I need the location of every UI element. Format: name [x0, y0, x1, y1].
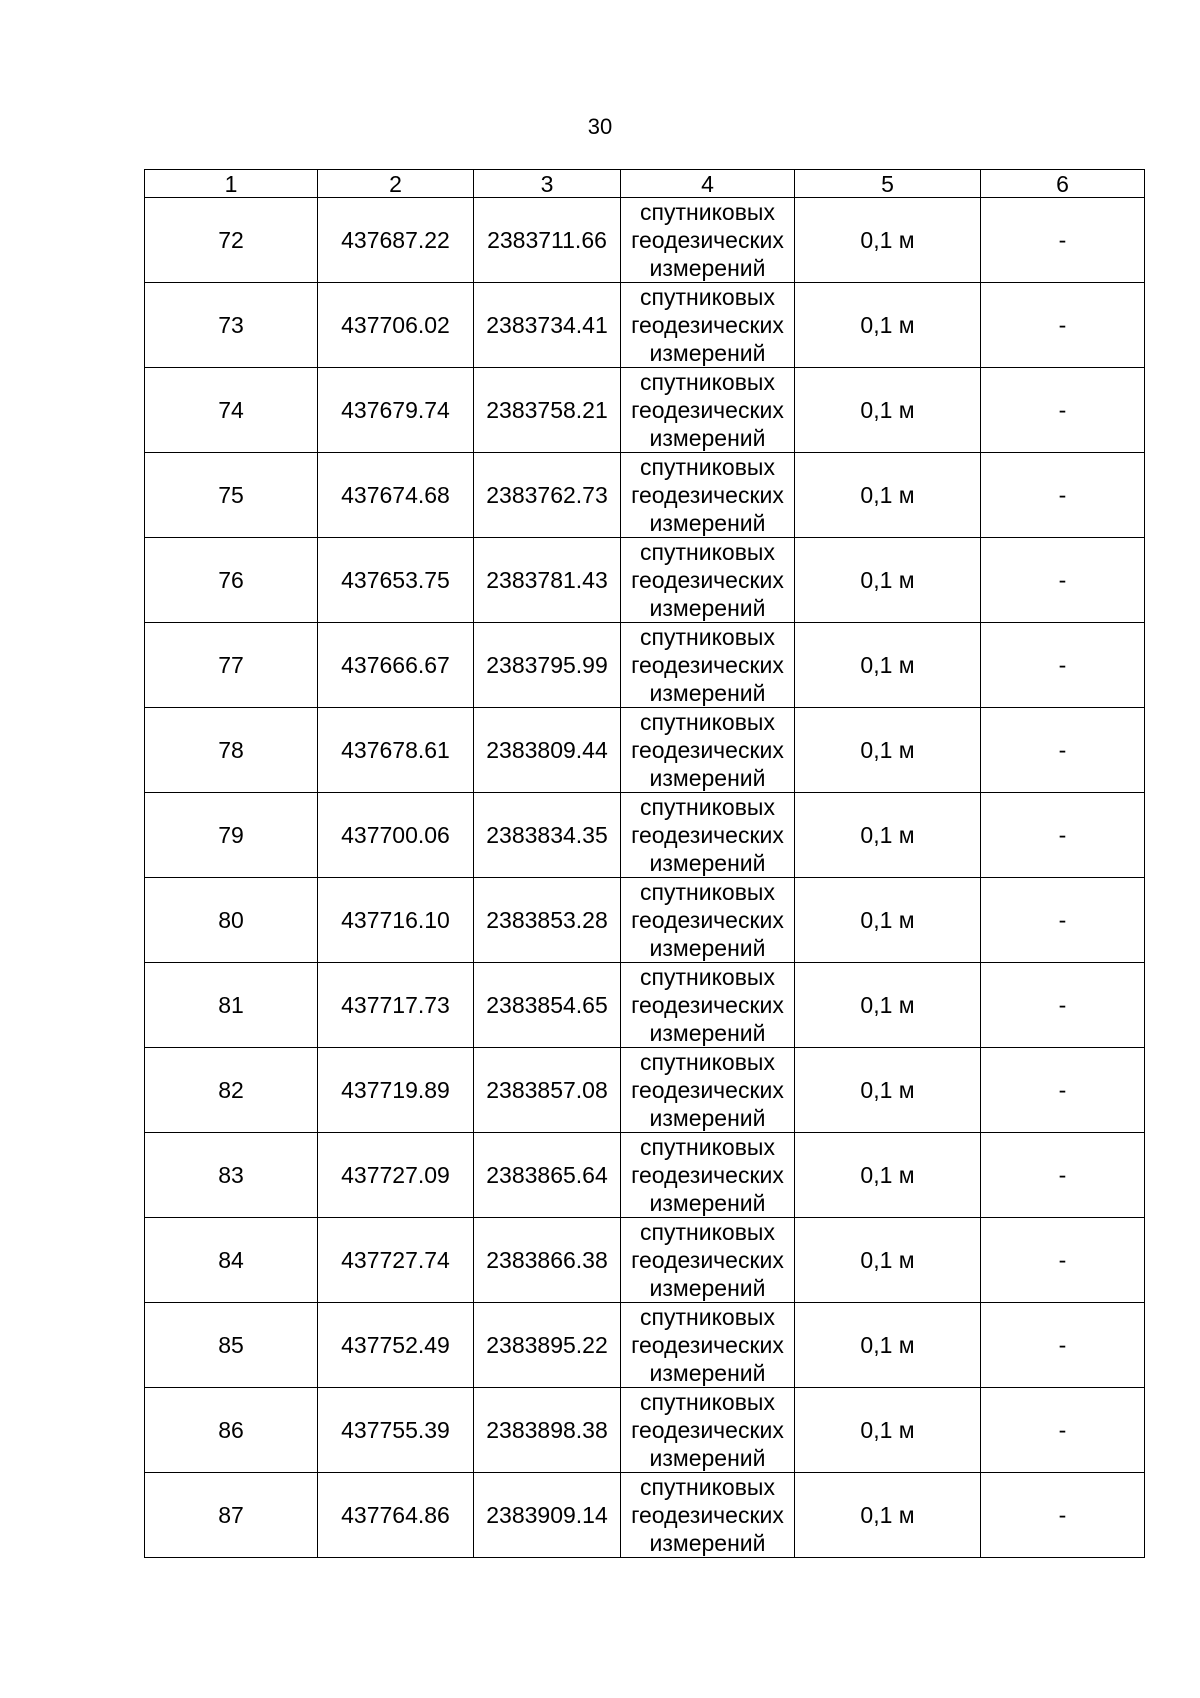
cell-point-number: 76 [145, 538, 318, 623]
cell-point-number: 84 [145, 1218, 318, 1303]
cell-note: - [981, 1218, 1145, 1303]
cell-method: спутниковых геодезических измерений [621, 878, 795, 963]
header-col-6: 6 [981, 170, 1145, 198]
cell-accuracy: 0,1 м [795, 453, 981, 538]
cell-y-coordinate: 2383734.41 [474, 283, 621, 368]
cell-x-coordinate: 437719.89 [318, 1048, 474, 1133]
cell-x-coordinate: 437764.86 [318, 1473, 474, 1558]
cell-note: - [981, 708, 1145, 793]
cell-note: - [981, 1388, 1145, 1473]
cell-note: - [981, 283, 1145, 368]
table-row [145, 878, 1145, 963]
table-row [145, 538, 1145, 623]
cell-method: спутниковых геодезических измерений [621, 1133, 795, 1218]
cell-y-coordinate: 2383854.65 [474, 963, 621, 1048]
cell-note: - [981, 538, 1145, 623]
cell-accuracy: 0,1 м [795, 878, 981, 963]
cell-point-number: 80 [145, 878, 318, 963]
cell-point-number: 75 [145, 453, 318, 538]
table-row [145, 1048, 1145, 1133]
cell-accuracy: 0,1 м [795, 198, 981, 283]
cell-x-coordinate: 437674.68 [318, 453, 474, 538]
cell-note: - [981, 1048, 1145, 1133]
table-row [145, 793, 1145, 878]
cell-y-coordinate: 2383762.73 [474, 453, 621, 538]
coordinates-table [144, 169, 1145, 1558]
cell-accuracy: 0,1 м [795, 283, 981, 368]
table-row [145, 1133, 1145, 1218]
cell-method: спутниковых геодезических измерений [621, 1303, 795, 1388]
cell-y-coordinate: 2383898.38 [474, 1388, 621, 1473]
table-row [145, 1218, 1145, 1303]
cell-x-coordinate: 437653.75 [318, 538, 474, 623]
header-row [145, 170, 1145, 198]
cell-note: - [981, 368, 1145, 453]
cell-method: спутниковых геодезических измерений [621, 1473, 795, 1558]
header-col-5: 5 [795, 170, 981, 198]
cell-note: - [981, 1473, 1145, 1558]
table-row [145, 963, 1145, 1048]
cell-accuracy: 0,1 м [795, 368, 981, 453]
cell-note: - [981, 1303, 1145, 1388]
cell-method: спутниковых геодезических измерений [621, 793, 795, 878]
cell-method: спутниковых геодезических измерений [621, 283, 795, 368]
cell-x-coordinate: 437666.67 [318, 623, 474, 708]
cell-point-number: 85 [145, 1303, 318, 1388]
cell-accuracy: 0,1 м [795, 623, 981, 708]
table-row [145, 453, 1145, 538]
cell-method: спутниковых геодезических измерений [621, 538, 795, 623]
cell-note: - [981, 793, 1145, 878]
cell-accuracy: 0,1 м [795, 1388, 981, 1473]
cell-method: спутниковых геодезических измерений [621, 1218, 795, 1303]
cell-y-coordinate: 2383781.43 [474, 538, 621, 623]
header-col-3: 3 [474, 170, 621, 198]
table-row [145, 1303, 1145, 1388]
cell-y-coordinate: 2383758.21 [474, 368, 621, 453]
cell-y-coordinate: 2383809.44 [474, 708, 621, 793]
cell-method: спутниковых геодезических измерений [621, 708, 795, 793]
cell-note: - [981, 963, 1145, 1048]
cell-x-coordinate: 437700.06 [318, 793, 474, 878]
cell-point-number: 72 [145, 198, 318, 283]
cell-method: спутниковых геодезических измерений [621, 1048, 795, 1133]
table-body [145, 198, 1145, 1558]
cell-method: спутниковых геодезических измерений [621, 963, 795, 1048]
cell-method: спутниковых геодезических измерений [621, 453, 795, 538]
cell-accuracy: 0,1 м [795, 1048, 981, 1133]
cell-accuracy: 0,1 м [795, 1473, 981, 1558]
cell-y-coordinate: 2383834.35 [474, 793, 621, 878]
cell-point-number: 83 [145, 1133, 318, 1218]
cell-method: спутниковых геодезических измерений [621, 368, 795, 453]
cell-point-number: 79 [145, 793, 318, 878]
cell-note: - [981, 453, 1145, 538]
table-row [145, 368, 1145, 453]
cell-x-coordinate: 437727.74 [318, 1218, 474, 1303]
cell-y-coordinate: 2383866.38 [474, 1218, 621, 1303]
table-header [145, 170, 1145, 198]
cell-y-coordinate: 2383711.66 [474, 198, 621, 283]
table-row [145, 1388, 1145, 1473]
cell-accuracy: 0,1 м [795, 1303, 981, 1388]
table-row [145, 623, 1145, 708]
cell-x-coordinate: 437679.74 [318, 368, 474, 453]
cell-x-coordinate: 437717.73 [318, 963, 474, 1048]
header-col-1: 1 [145, 170, 318, 198]
cell-accuracy: 0,1 м [795, 538, 981, 623]
cell-accuracy: 0,1 м [795, 708, 981, 793]
cell-y-coordinate: 2383795.99 [474, 623, 621, 708]
cell-y-coordinate: 2383909.14 [474, 1473, 621, 1558]
cell-point-number: 73 [145, 283, 318, 368]
cell-point-number: 82 [145, 1048, 318, 1133]
cell-note: - [981, 878, 1145, 963]
cell-accuracy: 0,1 м [795, 793, 981, 878]
cell-note: - [981, 1133, 1145, 1218]
table-row [145, 198, 1145, 283]
cell-y-coordinate: 2383853.28 [474, 878, 621, 963]
cell-x-coordinate: 437755.39 [318, 1388, 474, 1473]
cell-point-number: 78 [145, 708, 318, 793]
page-number: 30 [587, 114, 613, 139]
header-col-4: 4 [621, 170, 795, 198]
cell-y-coordinate: 2383865.64 [474, 1133, 621, 1218]
cell-accuracy: 0,1 м [795, 1133, 981, 1218]
header-col-2: 2 [318, 170, 474, 198]
cell-method: спутниковых геодезических измерений [621, 623, 795, 708]
cell-point-number: 81 [145, 963, 318, 1048]
cell-note: - [981, 198, 1145, 283]
cell-note: - [981, 623, 1145, 708]
cell-method: спутниковых геодезических измерений [621, 198, 795, 283]
cell-x-coordinate: 437752.49 [318, 1303, 474, 1388]
cell-point-number: 74 [145, 368, 318, 453]
cell-accuracy: 0,1 м [795, 963, 981, 1048]
cell-point-number: 77 [145, 623, 318, 708]
cell-x-coordinate: 437716.10 [318, 878, 474, 963]
cell-point-number: 87 [145, 1473, 318, 1558]
table-row [145, 283, 1145, 368]
cell-y-coordinate: 2383857.08 [474, 1048, 621, 1133]
cell-x-coordinate: 437687.22 [318, 198, 474, 283]
table-row [145, 708, 1145, 793]
cell-point-number: 86 [145, 1388, 318, 1473]
cell-x-coordinate: 437727.09 [318, 1133, 474, 1218]
cell-x-coordinate: 437706.02 [318, 283, 474, 368]
cell-method: спутниковых геодезических измерений [621, 1388, 795, 1473]
table-row [145, 1473, 1145, 1558]
cell-x-coordinate: 437678.61 [318, 708, 474, 793]
cell-y-coordinate: 2383895.22 [474, 1303, 621, 1388]
cell-accuracy: 0,1 м [795, 1218, 981, 1303]
